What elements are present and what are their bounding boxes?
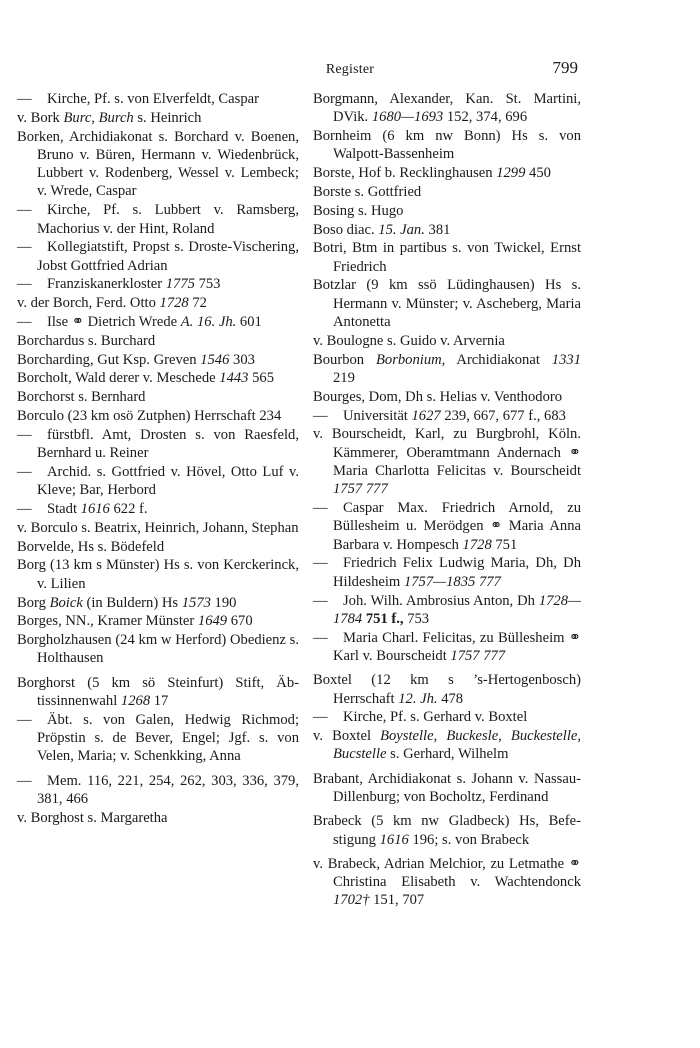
register-entry: Boso diac. 15. Jan. 381 bbox=[313, 221, 451, 238]
register-entry: — Mem. 116, 221, 254, 262, 303, 336, 379, 381, 466 bbox=[17, 772, 299, 807]
register-entry: — Kirche, Pf. s. Lubbert v. Ramsberg, Machorius v. der Hint, Roland bbox=[17, 202, 299, 237]
register-entry: v. Brabeck, Adrian Melchior, zu Letmathe ⚭ Christina Elisabeth v. Wachtendonck 1702† 151, 707 bbox=[313, 855, 581, 909]
register-entry: Borchardus s. Burchard bbox=[17, 332, 156, 349]
right-column bbox=[313, 90, 581, 910]
register-entry: — Joh. Wilh. Ambrosius Anton, Dh 1728—1784 751 f., 753 bbox=[313, 592, 581, 627]
register-entry: Borghorst (5 km sö Steinfurt) Stift, Äbtissinnenwahl 1268 17 bbox=[17, 674, 299, 709]
register-entry: v. der Borch, Ferd. Otto 1728 72 bbox=[17, 295, 207, 312]
register-entry: — Archid. s. Gottfried v. Hövel, Otto Luf v. Kleve; Bar, Herbord bbox=[17, 463, 299, 499]
register-entry: v. Borculo s. Beatrix, Heinrich, Johann, Stephan bbox=[17, 519, 299, 536]
register-entry: v. Boulogne s. Guido v. Arvernia bbox=[313, 332, 505, 349]
register-entry: Bosing s. Hugo bbox=[313, 202, 404, 219]
register-entry: Borcholt, Wald derer v. Meschede 1443 565 bbox=[17, 370, 274, 387]
page-number: 799 bbox=[552, 58, 578, 77]
register-entry: v. Borghost s. Margaretha bbox=[17, 809, 168, 826]
register-entry: Borste s. Gottfried bbox=[313, 183, 422, 200]
register-entry: v. Boxtel Boystelle, Buckesle, Buckestelle, Bucstelle s. Gerhard, Wilhelm bbox=[313, 728, 581, 763]
register-entry: v. Bork Burc, Burch s. Heinrich bbox=[17, 109, 202, 126]
register-entry: Borculo (23 km osö Zutphen) Herrschaft 234 bbox=[17, 408, 282, 425]
register-entry: Borgholzhausen (24 km w Herford) Obedienz s. Holthausen bbox=[17, 632, 299, 667]
register-entry: Borchorst s. Bernhard bbox=[17, 389, 146, 406]
register-entry: — Ilse ⚭ Dietrich Wrede A. 16. Jh. 601 bbox=[17, 314, 262, 331]
register-entry: Borges, NN., Kramer Münster 1649 670 bbox=[17, 613, 253, 630]
register-entry: — Kollegiatstift, Propst s. Droste-Vischering, Jobst Gottfried Adrian bbox=[17, 239, 299, 274]
register-entry: Brabeck (5 km nw Gladbeck) Hs, Befestigung 1616 196; s. von Brabeck bbox=[313, 813, 581, 848]
register-entry: Borvelde, Hs s. Bödefeld bbox=[17, 538, 165, 555]
register-entry: — Äbt. s. von Galen, Hedwig Richmod; Pröpstin s. de Bever, Engel; Jgf. s. von Velen, Maria; v. Schenkking, Anna bbox=[17, 711, 299, 765]
register-entry: — fürstbfl. Amt, Drosten s. von Raesfeld, Bernhard u. Reiner bbox=[17, 426, 299, 462]
register-entry: Bourges, Dom, Dh s. Helias v. Venthodoro bbox=[313, 388, 563, 405]
register-entry: Bourbon Borbonium, Archidiakonat 1331 219 bbox=[313, 351, 581, 386]
left-column bbox=[17, 90, 299, 828]
register-entry: Borgmann, Alexander, Kan. St. Martini, DVik. 1680—1693 152, 374, 696 bbox=[313, 91, 581, 126]
register-entry: — Caspar Max. Friedrich Arnold, zu Büllesheim u. Merödgen ⚭ Maria Anna Barbara v. Hompesch 1728 751 bbox=[313, 500, 581, 553]
register-entry: — Maria Charl. Felicitas, zu Büllesheim ⚭ Karl v. Bourscheidt 1757 777 bbox=[313, 629, 581, 664]
register-entry: Borg (13 km s Münster) Hs s. von Kerckerinck, v. Lilien bbox=[17, 557, 299, 592]
register-entry: v. Bourscheidt, Karl, zu Burgbrohl, Köln. Kämmerer, Oberamtmann Andernach ⚭ Maria Charlotta Felicitas v. Bourscheidt 1757 777 bbox=[313, 426, 581, 498]
register-entry: Borg Boick (in Buldern) Hs 1573 190 bbox=[17, 594, 237, 611]
register-entry: Bornheim (6 km nw Bonn) Hs s. von Walpott-Bassenheim bbox=[313, 128, 581, 163]
register-entry: Brabant, Archidiakonat s. Johann v. Nassau-Dillenburg; von Bocholtz, Ferdinand bbox=[313, 770, 581, 805]
running-header-title: Register bbox=[325, 62, 375, 77]
register-entry: Botzlar (9 km ssö Lüdinghausen) Hs s. Hermann v. Münster; v. Ascheberg, Maria Antonetta bbox=[313, 277, 581, 331]
register-entry: — Kirche, Pf. s. Gerhard v. Boxtel bbox=[313, 709, 528, 726]
register-entry: Borken, Archidiakonat s. Borchard v. Boenen, Bruno v. Büren, Hermann v. Wiedenbrück, Lubbert v. Rodenberg, Wessel v. Lembeck; v. Wrede, Caspar bbox=[17, 128, 299, 200]
register-entry: Boxtel (12 km s ’s-Hertogenbosch) Herrschaft 12. Jh. 478 bbox=[313, 672, 581, 707]
register-entry: Borcharding, Gut Ksp. Greven 1546 303 bbox=[17, 351, 255, 368]
register-entry: — Stadt 1616 622 f. bbox=[17, 501, 148, 518]
register-entry: — Franziskanerkloster 1775 753 bbox=[17, 276, 221, 293]
register-entry: Borste, Hof b. Recklinghausen 1299 450 bbox=[313, 165, 551, 182]
register-entry: — Kirche, Pf. s. von Elverfeldt, Caspar bbox=[17, 91, 259, 107]
register-entry: Botri, Btm in partibus s. von Twickel, Ernst Friedrich bbox=[313, 240, 581, 275]
register-entry: — Friedrich Felix Ludwig Maria, Dh, Dh Hildesheim 1757—1835 777 bbox=[313, 555, 581, 590]
register-entry: — Universität 1627 239, 667, 677 f., 683 bbox=[313, 407, 566, 424]
